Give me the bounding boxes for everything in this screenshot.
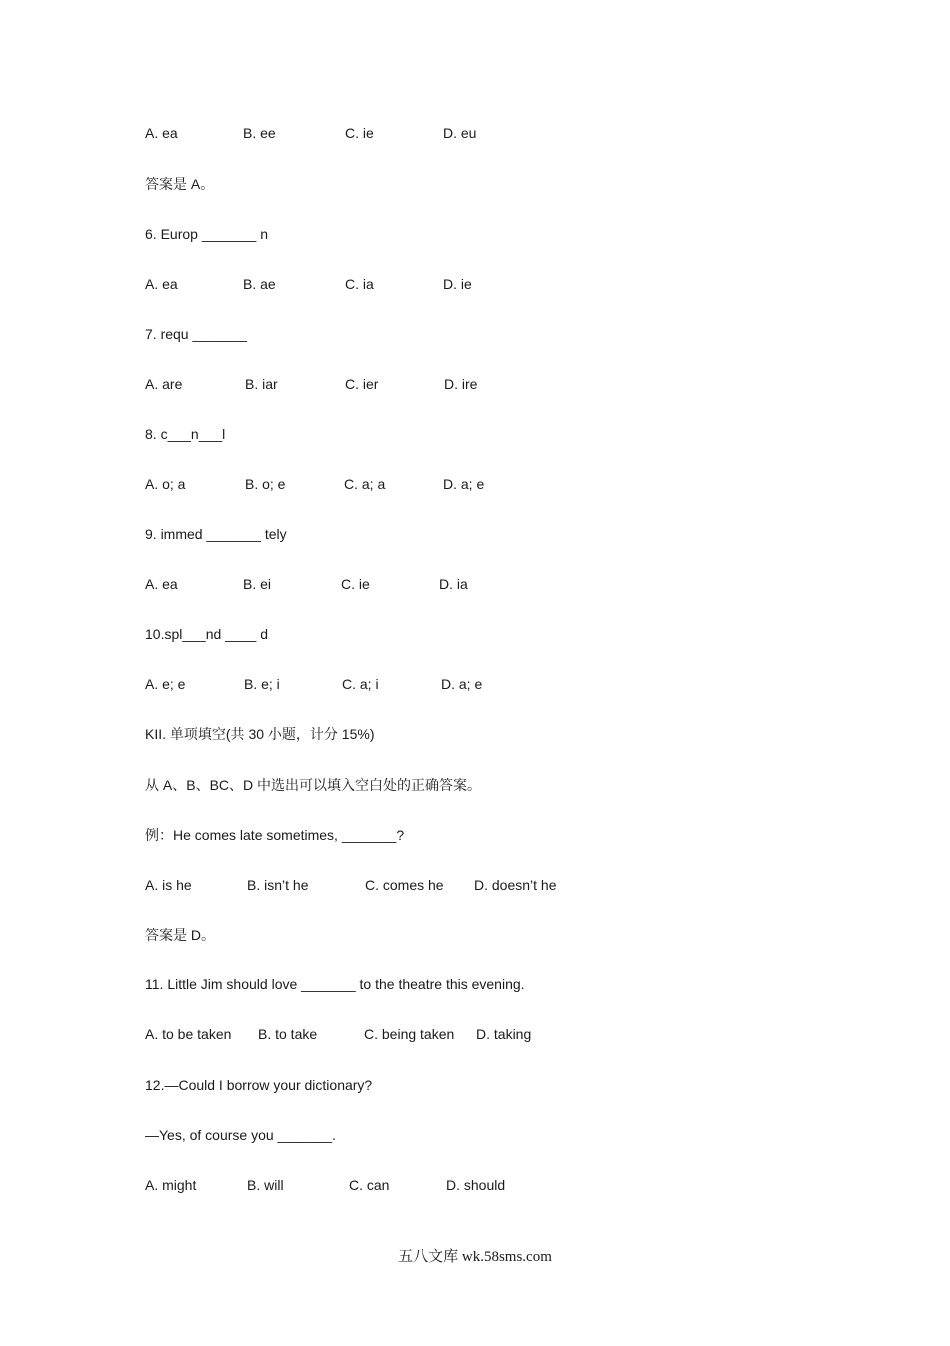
option-item: A. ea	[145, 276, 178, 292]
text-line: 7. requ _______	[145, 326, 247, 342]
option-item: B. ei	[243, 576, 272, 592]
option-item: A. might	[145, 1177, 197, 1193]
option-item: D. eu	[443, 125, 477, 141]
option-item: A. are	[145, 376, 183, 392]
option-item: C. ia	[345, 276, 374, 292]
option-item: D. a; e	[441, 676, 483, 692]
option-item: B. e; i	[244, 676, 280, 692]
text-line: 例：He comes late sometimes, _______?	[145, 827, 405, 843]
text-line: 从 A、B、BC、D 中选出可以填入空白处的正确答案。	[145, 777, 482, 793]
option-item: C. ier	[345, 376, 379, 392]
option-item: A. e; e	[145, 676, 186, 692]
text-line: 12.—Could I borrow your dictionary?	[145, 1077, 373, 1093]
option-item: B. ae	[243, 276, 276, 292]
option-item: C. ie	[341, 576, 370, 592]
option-item: D. ire	[444, 376, 478, 392]
option-item: C. being taken	[364, 1026, 455, 1042]
text-line: KII. 单项填空(共 30 小题，计分 15%)	[145, 726, 375, 742]
option-item: C. can	[349, 1177, 390, 1193]
text-line: 答案是 D。	[145, 927, 215, 943]
option-item: D. ia	[439, 576, 468, 592]
option-item: B. to take	[258, 1026, 318, 1042]
text-line: 10.spl___nd ____ d	[145, 626, 268, 642]
option-item: B. isn’t he	[247, 877, 309, 893]
option-item: C. ie	[345, 125, 374, 141]
option-item: A. o; a	[145, 476, 186, 492]
option-item: A. ea	[145, 576, 178, 592]
option-item: D. taking	[476, 1026, 532, 1042]
option-item: B. o; e	[245, 476, 286, 492]
text-line: 6. Europ _______ n	[145, 226, 268, 242]
option-item: D. a; e	[443, 476, 485, 492]
page-footer: 五八文库 wk.58sms.com	[398, 1249, 552, 1265]
text-line: 答案是 A。	[145, 176, 215, 192]
option-item: D. ie	[443, 276, 472, 292]
option-item: A. ea	[145, 125, 178, 141]
text-line: 9. immed _______ tely	[145, 526, 287, 542]
option-item: C. a; i	[342, 676, 379, 692]
option-item: B. ee	[243, 125, 276, 141]
option-item: A. to be taken	[145, 1026, 232, 1042]
option-item: B. iar	[245, 376, 278, 392]
option-item: B. will	[247, 1177, 284, 1193]
text-line: 11. Little Jim should love _______ to the theatre this evening.	[145, 976, 525, 992]
option-item: C. comes he	[365, 877, 444, 893]
option-item: C. a; a	[344, 476, 386, 492]
option-item: D. should	[446, 1177, 506, 1193]
option-item: D. doesn’t he	[474, 877, 557, 893]
text-line: 8. c___n___l	[145, 426, 226, 442]
text-line: —Yes, of course you _______.	[145, 1127, 336, 1143]
option-item: A. is he	[145, 877, 192, 893]
